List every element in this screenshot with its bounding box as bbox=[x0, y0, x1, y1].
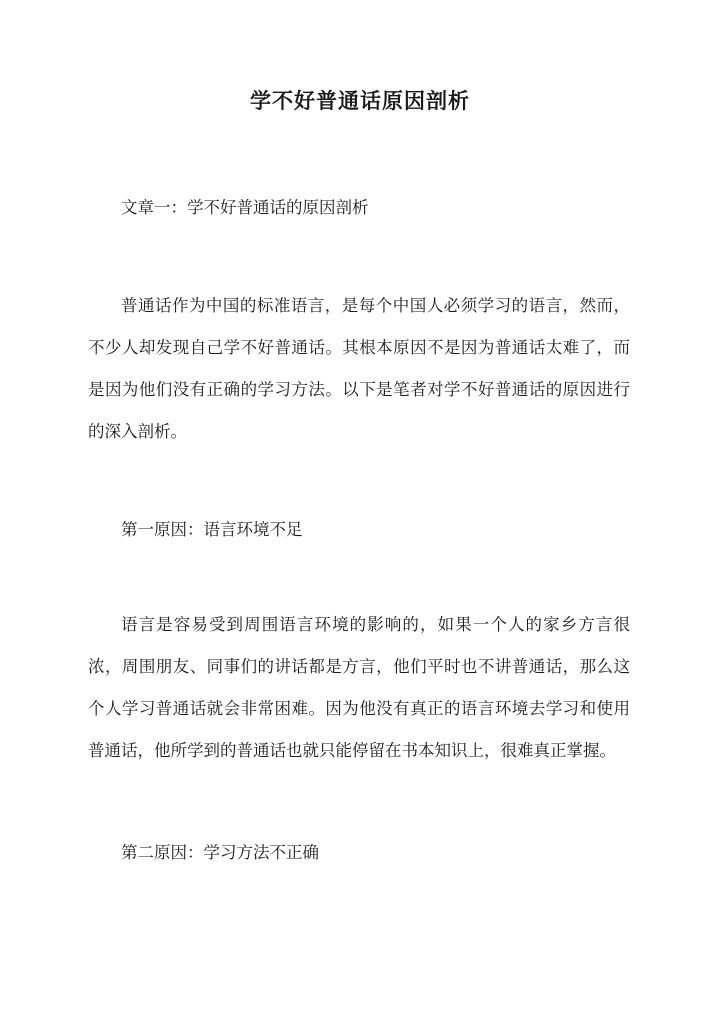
document-title: 学不好普通话原因剖析 bbox=[250, 88, 470, 113]
section-heading-reason-2: 第二原因：学习方法不正确 bbox=[121, 843, 319, 862]
section-body-reason-1: 语言是容易受到周围语言环境的影响的，如果一个人的家乡方言很浓，周围朋友、同事们的讲话都是方言，他们平时也不讲普通话，那么这个人学习普通话就会非常困难。因为他没有真正的语言环境去学习和使用普通话，他所学到的普通话也就只能停留在书本知识上，很难真正掌握。 bbox=[88, 615, 630, 760]
article-label: 文章一：学不好普通话的原因剖析 bbox=[121, 198, 369, 217]
section-heading-reason-1: 第一原因：语言环境不足 bbox=[121, 520, 303, 539]
intro-paragraph: 普通话作为中国的标准语言，是每个中国人必须学习的语言，然而，不少人却发现自己学不好普通话。其根本原因不是因为普通话太难了，而是因为他们没有正确的学习方法。以下是笔者对学不好普通话的原因进行的深入剖析。 bbox=[88, 296, 630, 441]
